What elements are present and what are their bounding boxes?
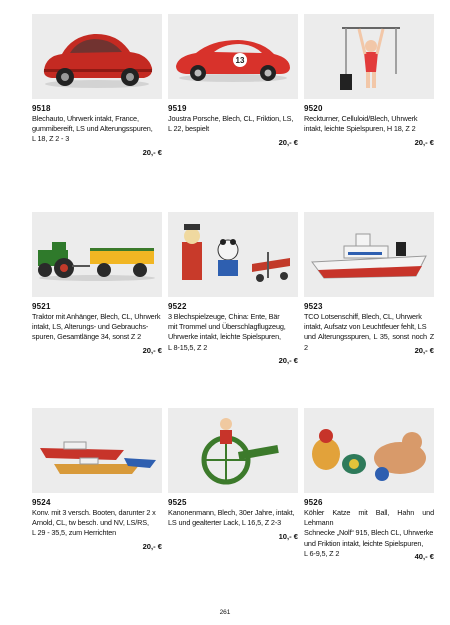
lot-photo-cat-hen-snail <box>304 408 434 493</box>
desc-line: Uhrwerke intakt, leichte Spielspuren, <box>168 332 281 342</box>
desc-line: mit Trommel und Überschlagflugzeug, <box>168 322 286 332</box>
desc-line: LS und gealterter Lack, L 16,5, Z 2-3 <box>168 518 282 528</box>
lot-number: 9521 <box>32 302 51 311</box>
desc-line: Joustra Porsche, Blech, CL, Friktion, LS, <box>168 114 294 123</box>
lot-description <box>32 312 162 343</box>
desc-line: Arnold, CL, tw besch. und NV, LS/RS, <box>32 518 149 528</box>
lot-number: 9526 <box>304 498 323 507</box>
desc-line: TCO Lotsenschiff, Blech, CL, Uhrwerk <box>304 312 422 321</box>
lot-price: 20,- € <box>142 542 162 551</box>
lot-description <box>32 508 162 539</box>
desc-line: Kanonenmann, Blech, 30er Jahre, intakt, <box>168 508 295 517</box>
lot-description <box>168 508 298 528</box>
desc-line: intakt, leichte Spielspuren, H 18, Z 2 <box>304 124 416 134</box>
lot-photo-three-boats <box>32 408 162 493</box>
lot-photo-green-tractor <box>32 212 162 297</box>
lot-number: 9520 <box>304 104 323 113</box>
lot-price: 20,- € <box>142 346 162 355</box>
lot-number: 9518 <box>32 104 51 113</box>
lot-number: 9522 <box>168 302 187 311</box>
lot-photo-celluloid-acrobat <box>304 14 434 99</box>
desc-line: intakt, Aufsatz von Leuchtfeuer fehlt, LS <box>304 322 427 332</box>
lot-price: 20,- € <box>414 346 434 355</box>
desc-line: Blechauto, Uhrwerk intakt, France, <box>32 114 139 123</box>
lot-description <box>168 312 298 353</box>
lot-photo-cannon-man <box>168 408 298 493</box>
desc-line: L 18, Z 2 - 3 <box>32 134 70 144</box>
lot-number: 9519 <box>168 104 187 113</box>
desc-line: und Friktion intakt, leichte Spielspuren, <box>304 538 424 548</box>
lot-description <box>32 114 162 145</box>
lot-price: 20,- € <box>278 138 298 147</box>
desc-line: Reckturner, Celluloid/Blech, Uhrwerk <box>304 114 418 123</box>
desc-line: Köhler Katze mit Ball, Hahn und Lehmann <box>304 508 434 528</box>
lot-photo-red-tin-car <box>32 14 162 99</box>
desc-line: Konv. mit 3 versch. Booten, darunter 2 x <box>32 508 156 517</box>
svg-text:13: 13 <box>235 56 245 65</box>
desc-line: gummibereift, LS und Alterungsspuren, <box>32 124 153 134</box>
lot-number: 9523 <box>304 302 323 311</box>
desc-line: spuren, Gesamtlänge 34, sonst Z 2 <box>32 332 142 342</box>
desc-line: 3 Blechspielzeuge, China: Ente, Bär <box>168 312 280 321</box>
lot-photo-red-porsche <box>168 14 298 99</box>
lot-price: 20,- € <box>142 148 162 157</box>
lot-photo-three-china-toys <box>168 212 298 297</box>
desc-line: L 29 - 35,5, zum Herrichten <box>32 528 117 538</box>
lot-price: 20,- € <box>414 138 434 147</box>
lot-number: 9524 <box>32 498 51 507</box>
lot-description <box>304 114 434 134</box>
desc-line: intakt, LS, Alterungs- und Gebrauchs- <box>32 322 149 332</box>
desc-line: Traktor mit Anhänger, Blech, CL, Uhrwerk <box>32 312 161 321</box>
lot-price: 10,- € <box>278 532 298 541</box>
lot-price: 40,- € <box>414 552 434 561</box>
lot-price: 20,- € <box>278 356 298 365</box>
desc-line: L 6-9,5, Z 2 <box>304 548 340 558</box>
lot-description <box>168 114 298 134</box>
page-number: 261 <box>219 609 231 616</box>
lot-photo-pilot-ship <box>304 212 434 297</box>
lot-number: 9525 <box>168 498 187 507</box>
desc-line: Schnecke „Nolf“ 915, Blech CL, Uhrwerke <box>304 528 434 538</box>
desc-line: L 8-15,5, Z 2 <box>168 342 208 352</box>
desc-line: und Alterungsspuren, L 35, sonst noch Z 2 <box>304 332 434 352</box>
desc-line: L 22, bespielt <box>168 124 210 134</box>
